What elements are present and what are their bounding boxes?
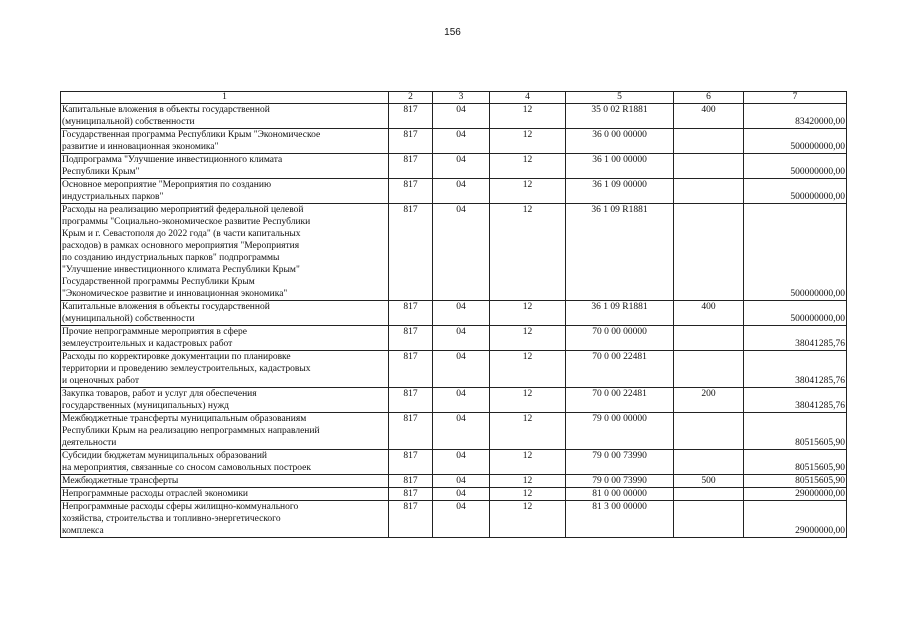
column-header-4: 4 [490, 92, 566, 104]
expense-type-cell: 200 [674, 388, 744, 413]
table-row [61, 104, 847, 129]
target-article-cell: 36 1 09 00000 [566, 179, 674, 204]
column-header-7: 7 [744, 92, 847, 104]
expense-type-cell [674, 351, 744, 388]
expense-name-text: Расходы по корректировке документации по планировке территории и проведению землеустроительных, кадастровых и оценочных работ [62, 352, 311, 386]
target-article-cell: 81 3 00 00000 [566, 501, 674, 538]
target-article-cell: 36 1 00 00000 [566, 154, 674, 179]
expense-name-cell [61, 388, 389, 413]
target-article-cell: 36 1 09 R1881 [566, 301, 674, 326]
expense-name-text: Межбюджетные трансферты [62, 476, 179, 486]
column-header-3: 3 [433, 92, 490, 104]
expense-type-cell [674, 450, 744, 475]
expense-name-cell [61, 351, 389, 388]
subsection-code-cell: 12 [490, 413, 566, 450]
expense-name-text: Непрограммные расходы сферы жилищно-коммунального хозяйства, строительства и топливно-энергетического комплекса [62, 502, 299, 536]
amount-cell: 500000000,00 [744, 154, 847, 179]
expense-type-cell: 400 [674, 301, 744, 326]
ministry-code-cell: 817 [389, 326, 433, 351]
expense-type-cell [674, 179, 744, 204]
ministry-code-cell: 817 [389, 104, 433, 129]
expense-name-cell [61, 475, 389, 488]
ministry-code-cell: 817 [389, 501, 433, 538]
table-row [61, 388, 847, 413]
ministry-code-cell: 817 [389, 488, 433, 501]
section-code-cell: 04 [433, 501, 490, 538]
table-header-row [61, 92, 847, 104]
section-code-cell: 04 [433, 204, 490, 301]
ministry-code-cell: 817 [389, 413, 433, 450]
ministry-code-cell: 817 [389, 204, 433, 301]
subsection-code-cell: 12 [490, 450, 566, 475]
ministry-code-cell: 817 [389, 450, 433, 475]
expense-name-cell [61, 301, 389, 326]
target-article-cell: 70 0 00 22481 [566, 351, 674, 388]
section-code-cell: 04 [433, 488, 490, 501]
table-row [61, 301, 847, 326]
budget-table [60, 91, 847, 538]
page-number: 156 [444, 27, 461, 38]
table-row [61, 326, 847, 351]
subsection-code-cell: 12 [490, 204, 566, 301]
expense-name-text: Капитальные вложения в объекты государственной (муниципальной) собственности [62, 105, 270, 127]
amount-cell: 500000000,00 [744, 129, 847, 154]
amount-cell: 29000000,00 [744, 501, 847, 538]
expense-type-cell [674, 154, 744, 179]
expense-name-text: Государственная программа Республики Крым "Экономическое развитие и инновационная экономика" [62, 130, 321, 152]
expense-type-cell [674, 204, 744, 301]
target-article-cell: 36 1 09 R1881 [566, 204, 674, 301]
target-article-cell: 81 0 00 00000 [566, 488, 674, 501]
expense-name-cell [61, 179, 389, 204]
table-row [61, 204, 847, 301]
target-article-cell: 79 0 00 00000 [566, 413, 674, 450]
ministry-code-cell: 817 [389, 301, 433, 326]
expense-type-cell [674, 413, 744, 450]
expense-name-cell [61, 488, 389, 501]
target-article-cell: 79 0 00 73990 [566, 450, 674, 475]
expense-type-cell [674, 488, 744, 501]
amount-cell: 38041285,76 [744, 351, 847, 388]
subsection-code-cell: 12 [490, 301, 566, 326]
expense-name-text: Капитальные вложения в объекты государственной (муниципальной) собственности [62, 302, 270, 324]
section-code-cell: 04 [433, 413, 490, 450]
amount-cell: 500000000,00 [744, 204, 847, 301]
amount-cell: 80515605,90 [744, 475, 847, 488]
expense-name-text: Закупка товаров, работ и услуг для обеспечения государственных (муниципальных) нужд [62, 389, 257, 411]
column-header-6: 6 [674, 92, 744, 104]
amount-cell: 80515605,90 [744, 450, 847, 475]
section-code-cell: 04 [433, 326, 490, 351]
expense-name-cell [61, 413, 389, 450]
target-article-cell: 70 0 00 22481 [566, 388, 674, 413]
subsection-code-cell: 12 [490, 351, 566, 388]
column-header-5: 5 [566, 92, 674, 104]
section-code-cell: 04 [433, 154, 490, 179]
table-row [61, 501, 847, 538]
section-code-cell: 04 [433, 301, 490, 326]
table-row [61, 450, 847, 475]
amount-cell: 38041285,76 [744, 326, 847, 351]
expense-name-text: Субсидии бюджетам муниципальных образований на мероприятия, связанные со сносом самовольных построек [62, 451, 311, 473]
section-code-cell: 04 [433, 450, 490, 475]
subsection-code-cell: 12 [490, 388, 566, 413]
expense-name-cell [61, 501, 389, 538]
table-row [61, 488, 847, 501]
expense-name-cell [61, 326, 389, 351]
section-code-cell: 04 [433, 388, 490, 413]
table-row [61, 351, 847, 388]
section-code-cell: 04 [433, 104, 490, 129]
ministry-code-cell: 817 [389, 179, 433, 204]
amount-cell: 500000000,00 [744, 301, 847, 326]
ministry-code-cell: 817 [389, 351, 433, 388]
subsection-code-cell: 12 [490, 129, 566, 154]
section-code-cell: 04 [433, 475, 490, 488]
ministry-code-cell: 817 [389, 154, 433, 179]
expense-name-cell [61, 204, 389, 301]
table-row [61, 129, 847, 154]
subsection-code-cell: 12 [490, 501, 566, 538]
subsection-code-cell: 12 [490, 326, 566, 351]
target-article-cell: 79 0 00 73990 [566, 475, 674, 488]
subsection-code-cell: 12 [490, 475, 566, 488]
target-article-cell: 70 0 00 00000 [566, 326, 674, 351]
expense-name-cell [61, 129, 389, 154]
column-header-2: 2 [389, 92, 433, 104]
amount-cell: 29000000,00 [744, 488, 847, 501]
expense-type-cell [674, 501, 744, 538]
ministry-code-cell: 817 [389, 129, 433, 154]
expense-type-cell [674, 129, 744, 154]
target-article-cell: 36 0 00 00000 [566, 129, 674, 154]
column-header-1: 1 [61, 92, 389, 104]
subsection-code-cell: 12 [490, 154, 566, 179]
expense-name-cell [61, 450, 389, 475]
section-code-cell: 04 [433, 129, 490, 154]
expense-type-cell: 400 [674, 104, 744, 129]
ministry-code-cell: 817 [389, 475, 433, 488]
subsection-code-cell: 12 [490, 488, 566, 501]
target-article-cell: 35 0 02 R1881 [566, 104, 674, 129]
table-row [61, 179, 847, 204]
subsection-code-cell: 12 [490, 179, 566, 204]
amount-cell: 38041285,76 [744, 388, 847, 413]
expense-name-cell [61, 154, 389, 179]
ministry-code-cell: 817 [389, 388, 433, 413]
amount-cell: 80515605,90 [744, 413, 847, 450]
table-row [61, 475, 847, 488]
expense-name-text: Межбюджетные трансферты муниципальным образованиям Республики Крым на реализацию непрограммных направлений деятельности [62, 414, 320, 448]
section-code-cell: 04 [433, 179, 490, 204]
expense-name-text: Подпрограмма "Улучшение инвестиционного климата Республики Крым" [62, 155, 283, 177]
table-row [61, 154, 847, 179]
section-code-cell: 04 [433, 351, 490, 388]
expense-type-cell: 500 [674, 475, 744, 488]
expense-type-cell [674, 326, 744, 351]
amount-cell: 83420000,00 [744, 104, 847, 129]
amount-cell: 500000000,00 [744, 179, 847, 204]
expense-name-text: Расходы на реализацию мероприятий федеральной целевой программы "Социально-экономическое развитие Республики Крым и г. Севастополя до 2022 года" (в части капитальных расходов) в рамках основного мероприятия "Мероприятия по созданию индустриальных парков" подпрограммы "Улучшение инвестиционного климата Республики Крым" Государственной программы Республики Крым "Экономическое развитие и инновационная экономика" [62, 205, 311, 299]
expense-name-text: Основное мероприятие "Мероприятия по созданию индустриальных парков" [62, 180, 272, 202]
expense-name-text: Прочие непрограммные мероприятия в сфере землеустроительных и кадастровых работ [62, 327, 247, 349]
subsection-code-cell: 12 [490, 104, 566, 129]
expense-name-text: Непрограммные расходы отраслей экономики [62, 489, 249, 499]
table-row [61, 413, 847, 450]
expense-name-cell [61, 104, 389, 129]
